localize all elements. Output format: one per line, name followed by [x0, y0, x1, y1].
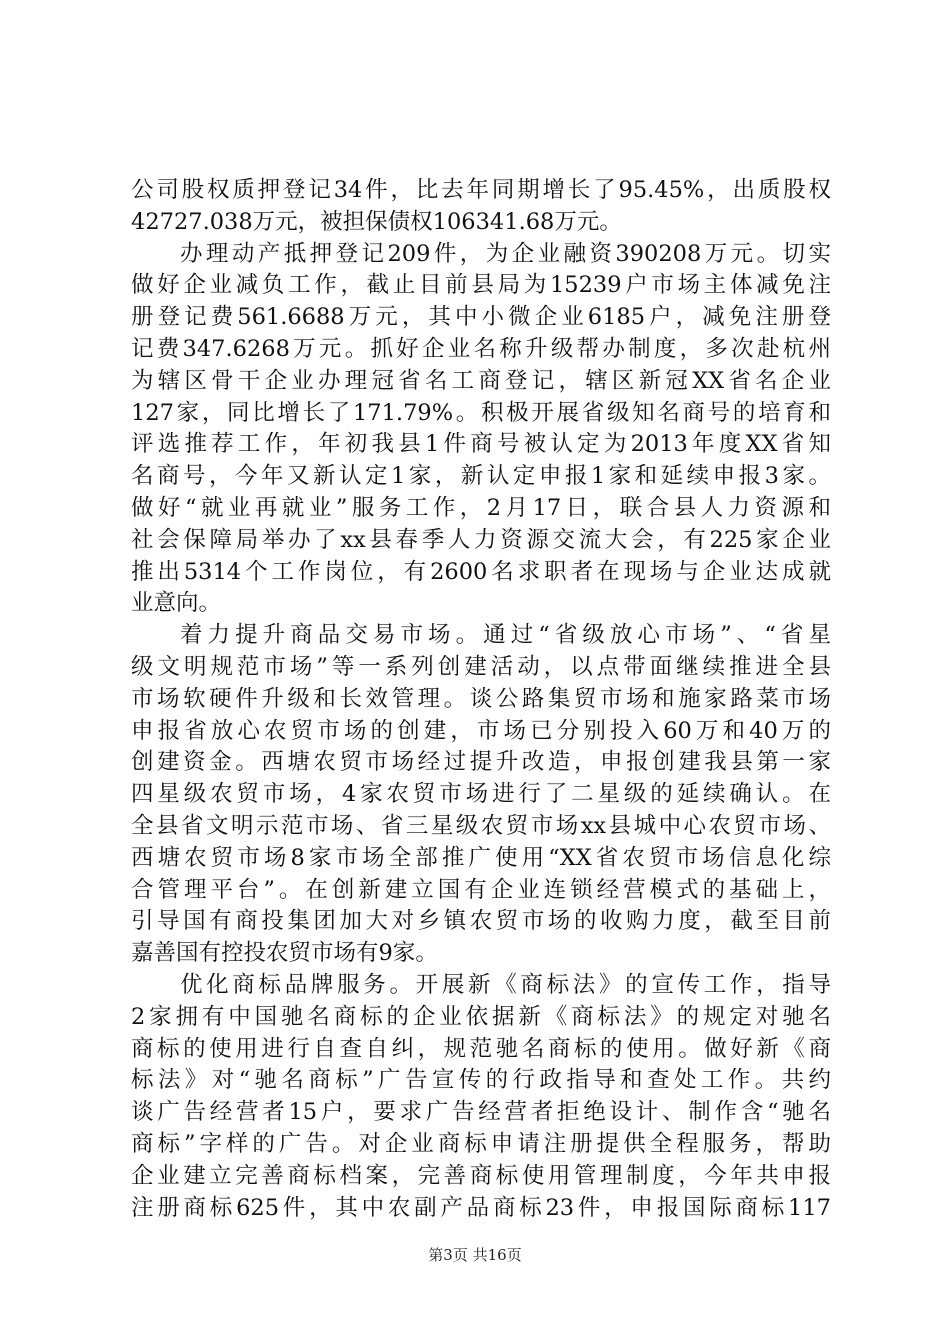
- text-line: 合管理平台”。在创新建立国有企业连锁经营模式的基础上，: [131, 876, 831, 903]
- text-line: 标法》对“驰名商标”广告宣传的行政指导和查处工作。共约: [131, 1067, 831, 1094]
- text-line: 评选推荐工作，年初我县1件商号被认定为2013年度XX省知: [131, 431, 831, 458]
- text-line: 推出5314个工作岗位，有2600名求职者在现场与企业达成就: [131, 558, 831, 585]
- text-line: 着力提升商品交易市场。通过“省级放心市场”、“省星: [180, 622, 831, 649]
- text-line: 西塘农贸市场8家市场全部推广使用“XX省农贸市场信息化综: [131, 844, 831, 871]
- text-line: 42727.038万元，被担保债权106341.68万元。: [131, 208, 622, 235]
- text-line: 企业建立完善商标档案，完善商标使用管理制度，今年共申报: [131, 1162, 831, 1189]
- page-number-footer: 第3页 共16页: [428, 1246, 522, 1264]
- text-line: 四星级农贸市场，4家农贸市场进行了二星级的延续确认。在: [131, 781, 831, 808]
- text-line: 优化商标品牌服务。开展新《商标法》的宣传工作，指导: [180, 971, 831, 998]
- text-line: 做好“就业再就业”服务工作，2月17日，联合县人力资源和: [131, 494, 831, 521]
- paragraph-1: [131, 175, 831, 239]
- paragraph-4: [131, 970, 831, 1224]
- text-line: 做好企业减负工作，截止目前县局为15239户市场主体减免注: [131, 272, 831, 299]
- text-line: 商标的使用进行自查自纠，规范驰名商标的使用。做好新《商: [131, 1035, 831, 1062]
- text-line: 申报省放心农贸市场的创建，市场已分别投入60万和40万的: [131, 717, 831, 744]
- text-line: 名商号，今年又新认定1家，新认定申报1家和延续申报3家。: [131, 463, 831, 490]
- text-line: 办理动产抵押登记209件，为企业融资390208万元。切实: [180, 240, 831, 267]
- text-line: 社会保障局举办了xx县春季人力资源交流大会，有225家企业: [131, 526, 831, 553]
- text-line: 商标”字样的广告。对企业商标申请注册提供全程服务，帮助: [131, 1130, 831, 1157]
- paragraph-3: [131, 620, 831, 970]
- text-line: 注册商标625件，其中农副产品商标23件，申报国际商标117: [131, 1194, 831, 1221]
- text-line: 创建资金。西塘农贸市场经过提升改造，申报创建我县第一家: [131, 749, 831, 776]
- text-line: 全县省文明示范市场、省三星级农贸市场xx县城中心农贸市场、: [131, 812, 831, 839]
- text-line: 为辖区骨干企业办理冠省名工商登记，辖区新冠XX省名企业: [131, 367, 831, 394]
- text-line: 嘉善国有控投农贸市场有9家。: [131, 940, 438, 967]
- text-line: 127家，同比增长了171.79%。积极开展省级知名商号的培育和: [131, 399, 831, 426]
- text-line: 谈广告经营者15户，要求广告经营者拒绝设计、制作含“驰名: [131, 1099, 831, 1126]
- text-line: 业意向。: [131, 590, 222, 617]
- text-line: 市场软硬件升级和长效管理。谈公路集贸市场和施家路菜市场: [131, 685, 831, 712]
- document-body: [131, 175, 831, 1224]
- text-line: 公司股权质押登记34件，比去年同期增长了95.45%，出质股权: [131, 177, 831, 203]
- text-line: 引导国有商投集团加大对乡镇农贸市场的收购力度，截至目前: [131, 908, 831, 935]
- text-line: 级文明规范市场”等一系列创建活动，以点带面继续推进全县: [131, 653, 831, 680]
- paragraph-2: [131, 239, 831, 621]
- text-line: 册登记费561.6688万元，其中小微企业6185户，减免注册登: [131, 304, 831, 331]
- text-line: 记费347.6268万元。抓好企业名称升级帮办制度，多次赴杭州: [131, 335, 831, 362]
- text-line: 2家拥有中国驰名商标的企业依据新《商标法》的规定对驰名: [131, 1003, 831, 1030]
